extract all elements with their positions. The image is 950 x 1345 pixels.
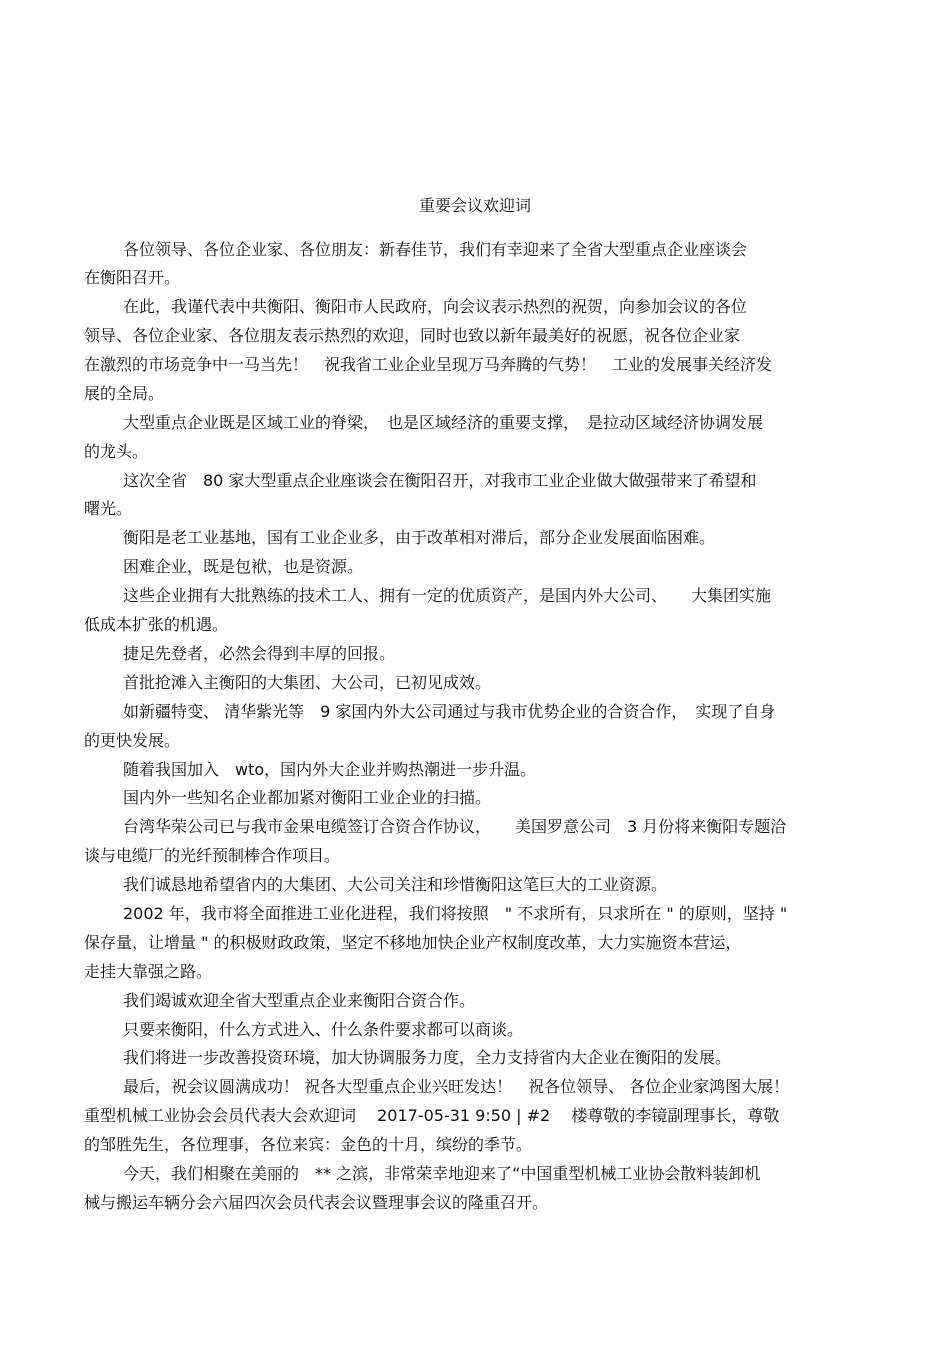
text-line: 在此，我谨代表中共衡阳、衡阳市人民政府，向会议表示热烈的祝贺，向参加会议的各位 xyxy=(123,297,748,316)
text-line: 这些企业拥有大批熟练的技术工人、拥有一定的优质资产，是国内外大公司、 大集团实施 xyxy=(123,586,772,605)
document-title: 重要会议欢迎词 xyxy=(418,196,531,215)
text-line: 我们诚恳地希望省内的大集团、大公司关注和珍惜衡阳这笔巨大的工业资源。 xyxy=(123,875,668,894)
text-line: 只要来衡阳，什么方式进入、什么条件要求都可以商谈。 xyxy=(123,1020,524,1039)
text-line: 曙光。 xyxy=(84,499,133,518)
text-line: 我们将进一步改善投资环境，加大协调服务力度，全力支持省内大企业在衡阳的发展。 xyxy=(123,1048,732,1067)
text-line: 随着我国加入 wto，国内外大企业并购热潮进一步升温。 xyxy=(123,760,537,779)
text-line: 最后，祝会议圆满成功！ 祝各大型重点企业兴旺发达！ 祝各位领导、 各位企业家鸿图大展！ xyxy=(123,1077,790,1096)
text-line: 在衡阳召开。 xyxy=(84,268,181,287)
text-line: 今天，我们相聚在美丽的 ** 之滨，非常荣幸地迎来了“中国重型机械工业协会散料装卸机 xyxy=(123,1164,761,1183)
text-line: 走挂大靠强之路。 xyxy=(84,962,213,981)
text-line: 在激烈的市场竞争中一马当先！ 祝我省工业企业呈现万马奔腾的气势！ 工业的发展事关经济发 xyxy=(84,355,773,374)
text-line: 的更快发展。 xyxy=(84,731,181,750)
text-line: 困难企业，既是包袱，也是资源。 xyxy=(123,557,364,576)
text-line: 我们竭诚欢迎全省大型重点企业来衡阳合资合作。 xyxy=(123,991,476,1010)
text-line: 重型机械工业协会会员代表大会欢迎词 2017-05-31 9:50 | #2 楼尊敬的李镜副理事长，尊敬 xyxy=(84,1106,780,1125)
text-line: 台湾华荣公司已与我市金果电缆签订合资合作协议， 美国罗意公司 3 月份将来衡阳专题洽 xyxy=(123,817,787,836)
text-line: 衡阳是老工业基地，国有工业企业多，由于改革相对滞后，部分企业发展面临困难。 xyxy=(123,528,716,547)
text-line: 的邹胜先生，各位理事，各位来宾：金色的十月，缤纷的季节。 xyxy=(84,1135,533,1154)
text-line: 谈与电缆厂的光纤预制棒合作项目。 xyxy=(84,846,341,865)
text-line: 首批抢滩入主衡阳的大集团、大公司，已初见成效。 xyxy=(123,673,492,692)
text-line: 低成本扩张的机遇。 xyxy=(84,615,229,634)
text-line: 国内外一些知名企业都加紧对衡阳工业企业的扫描。 xyxy=(123,788,492,807)
text-line: 各位领导、各位企业家、各位朋友：新春佳节，我们有幸迎来了全省大型重点企业座谈会 xyxy=(123,240,748,259)
text-line: 的龙头。 xyxy=(84,442,149,461)
text-line: 2002 年，我市将全面推进工业化进程，我们将按照 " 不求所有，只求所在 " 的原则，坚持 " xyxy=(123,904,788,923)
text-line: 械与搬运车辆分会六届四次会员代表会议暨理事会议的隆重召开。 xyxy=(84,1193,549,1212)
text-line: 这次全省 80 家大型重点企业座谈会在衡阳召开，对我市工业企业做大做强带来了希望和 xyxy=(123,471,757,490)
text-line: 保存量，让增量 " 的积极财政政策，坚定不移地加快企业产权制度改革，大力实施资本营运， xyxy=(84,933,742,952)
text-line: 如新疆特变、 清华紫光等 9 家国内外大公司通过与我市优势企业的合资合作， 实现了自身 xyxy=(123,702,776,721)
text-line: 领导、各位企业家、各位朋友表示热烈的欢迎，同时也致以新年最美好的祝愿，祝各位企业家 xyxy=(84,326,741,345)
text-line: 大型重点企业既是区域工业的脊梁， 也是区域经济的重要支撑， 是拉动区域经济协调发展 xyxy=(123,413,764,432)
text-line: 展的全局。 xyxy=(84,384,165,403)
text-line: 捷足先登者，必然会得到丰厚的回报。 xyxy=(123,644,396,663)
